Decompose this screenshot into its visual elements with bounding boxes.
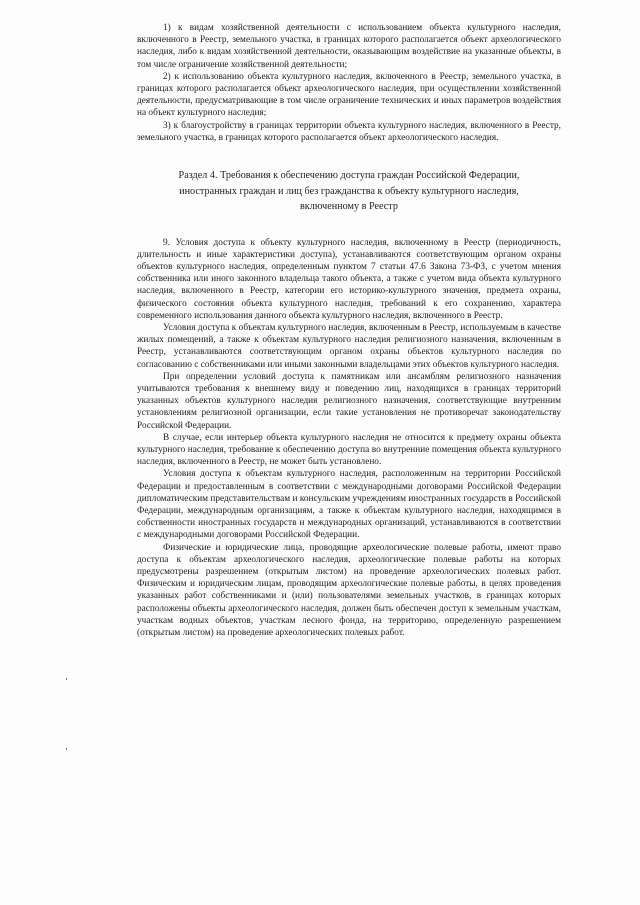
document-body xyxy=(137,22,561,639)
list-item-1: 1) к видам хозяйственной деятельности с использованием объекта культурного наследия, включенного в Реестр, земельного участка, в границах которого располагается объект археологического наследия, либо к видам хозяйственной деятельности, оказывающим воздействие на указанные объекты, в том числе ограничение хозяйственной деятельности; xyxy=(137,23,561,70)
paragraph-access-conditions: 9. Условия доступа к объекту культурного наследия, включенному в Реестр (периодичность, длительность и иные характеристики доступа), устанавливаются соответствующим органом охраны объектов культурного наследия, определенным пунктом 7 статьи 47.6 Закона 73-ФЗ, с учетом мнения собственника или иного законного владельца такого объекта, а также с учетом вида объекта культурного наследия, включенного в Реестр, категории его историко-культурного значения, предмета охраны, физического состояния объекта культурного наследия, требований к его сохранению, характера современного использования данного объекта культурного наследия, включенного в Реестр. xyxy=(137,237,561,321)
paragraph-religious-requirements: При определении условий доступа к памятникам или ансамблям религиозного назначения учитываются требования к внешнему виду и поведению лиц, находящихся в границах территорий указанных объектов культурного наследия религиозного назначения, соответствующие внутренним установлениям религиозной организации, если такие установления не противоречат законодательству Российской Федерации. xyxy=(137,371,561,431)
paragraph-archaeological: Физические и юридические лица, проводящие археологические полевые работы, имеют право доступа к объектам археологического наследия, археологические полевые работы на которых предусмотрены разрешением (открытым листом) на проведение археологических полевых работ. Физическим и юридическим лицам, проводящим археологические полевые работы, в целях проведения указанных работ собственниками и (или) пользователями земельных участков, в границах которых расположены объекты археологического наследия, должен быть обеспечен доступ к земельным участкам, участкам водных объектов, участкам лесного фонда, на территорию, определенную разрешением (открытым листом) на проведение археологических полевых работ. xyxy=(137,542,561,639)
section-heading xyxy=(137,168,561,215)
scan-speck xyxy=(66,748,67,750)
section-heading-line-1: Раздел 4. Требования к обеспечению доступа граждан Российской Федерации, xyxy=(178,170,520,182)
paragraph-diplomatic: Условия доступа к объектам культурного наследия, расположенным на территории Российской Федерации и предоставленным в соответствии с международными договорами Российской Федерации дипломатическим представительствам и консульским учреждениям иностранных государств в Российской Федерации, международным организациям, а также к объектам культурного наследия, находящимся в собственности иностранных государств и международных организаций, устанавливаются в соответствии с международными договорами Российской Федерации. xyxy=(137,469,561,541)
list-item-3: 3) к благоустройству в границах территории объекта культурного наследия, включенного в Реестр, земельного участка, в границах которого располагается объект археологического наследия. xyxy=(137,120,561,143)
section-heading-line-3: включенному в Реестр xyxy=(300,201,398,213)
paragraph-residential-religious: Условия доступа к объектам культурного наследия, включенным в Реестр, используемым в качестве жилых помещений, а также к объектам культурного наследия религиозного назначения, включенным в Реестр, устанавливаются соответствующим органом охраны объектов культурного наследия по согласованию с собственниками или иными законными владельцами этих объектов культурного наследия. xyxy=(137,322,561,370)
section-heading-line-2: иностранных граждан и лиц без гражданства к объекту культурного наследия, xyxy=(179,185,519,197)
paragraph-interior: В случае, если интерьер объекта культурного наследия не относится к предмету охраны объекта культурного наследия, требование к обеспечению доступа во внутренние помещения объекта культурного наследия, включенного в Реестр, не может быть установлено. xyxy=(137,432,561,468)
list-item-2: 2) к использованию объекта культурного наследия, включенного в Реестр, земельного участка, в границах которого располагается объект археологического наследия, при осуществлении хозяйственной деятельности, предусматривающие в том числе ограничение технических и иных параметров воздействия на объект культурного наследия; xyxy=(137,71,561,119)
scan-speck xyxy=(66,678,67,680)
